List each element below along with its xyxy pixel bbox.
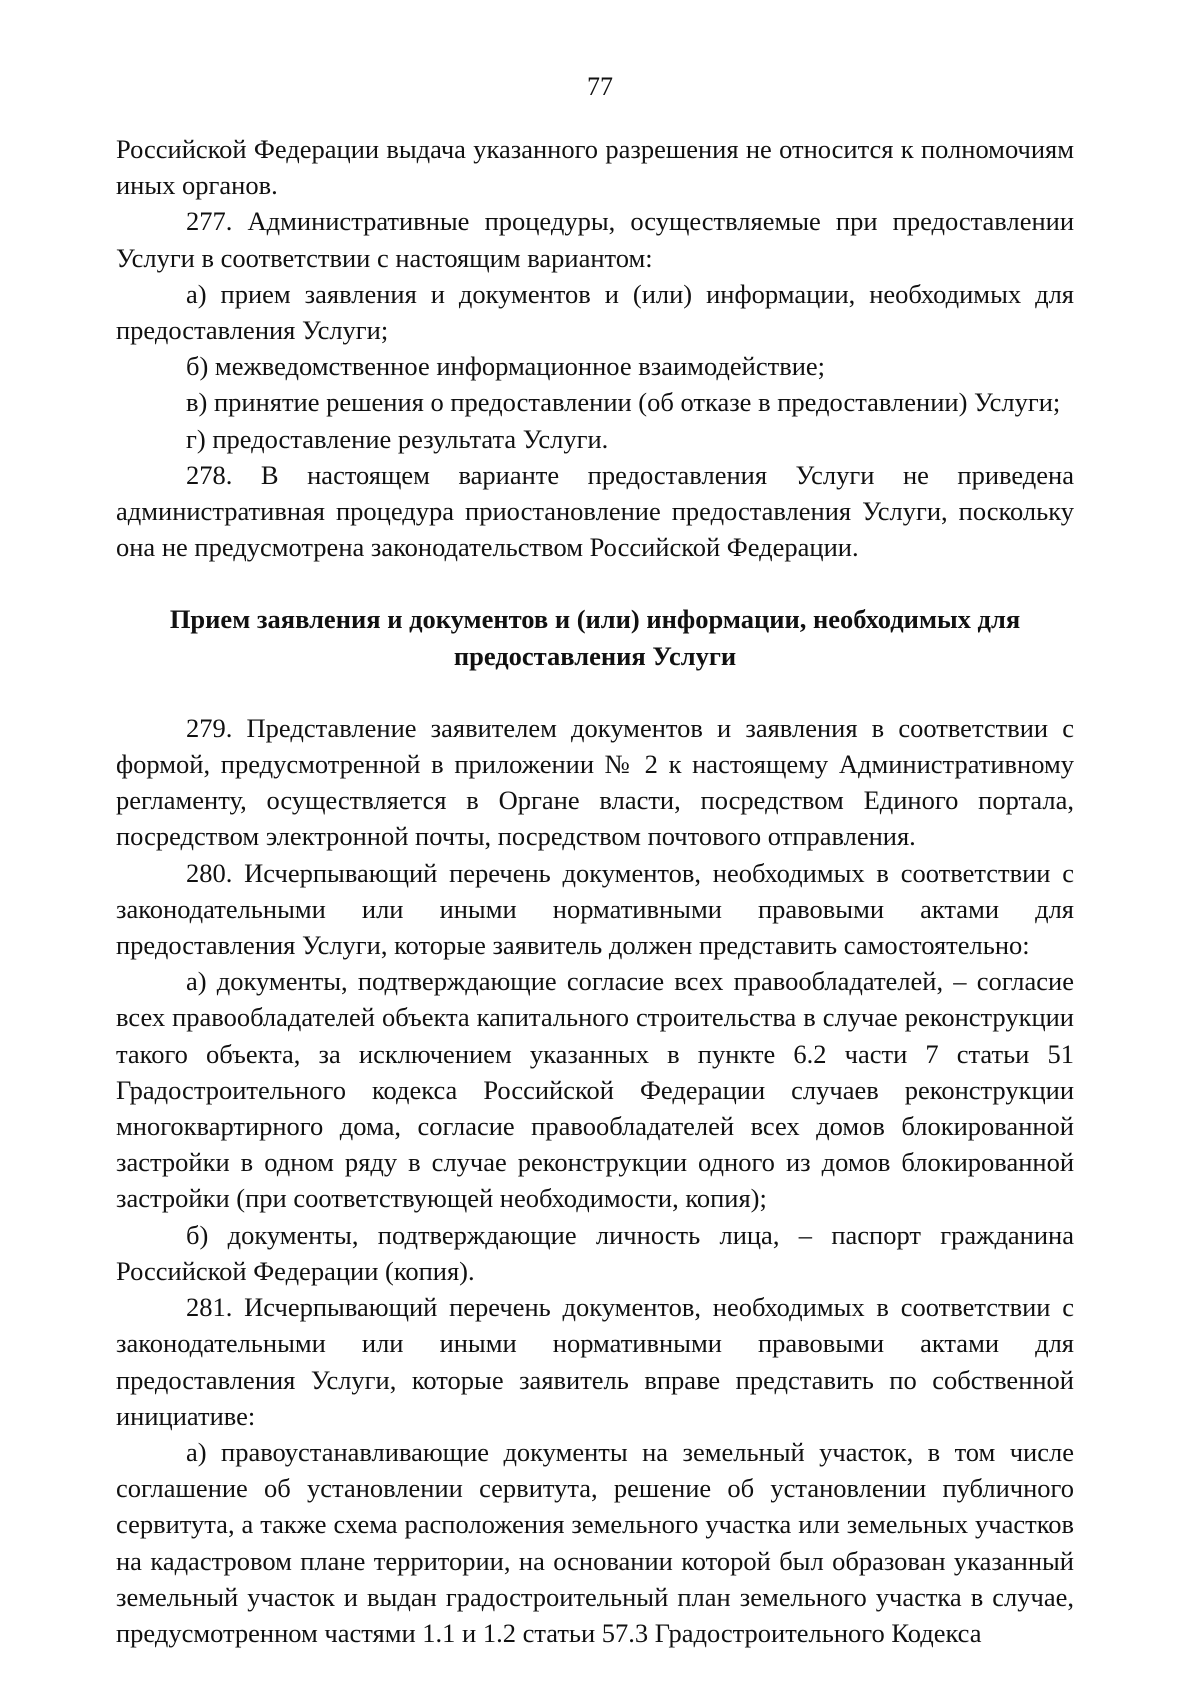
- list-item-280-b: б) документы, подтверждающие личность лица, – паспорт гражданина Российской Федерации (копия).: [116, 1219, 1074, 1286]
- paragraph-278: 278. В настоящем варианте предоставления Услуги не приведена административная процедура приостановление предоставления Услуги, поскольку она не предусмотрена законодательством Российской Федерации.: [116, 459, 1074, 563]
- list-item-277-g: г) предоставление результата Услуги.: [186, 423, 609, 454]
- list-item-281-a: а) правоустанавливающие документы на земельный участок, в том числе соглашение об установлении сервитута, решение об установлении публичного сервитута, а также схема расположения земельного участка или земельных участков на кадастровом плане территории, на основании которой был образован указанный земельный участок и выдан градостроительный план земельного участка в случае, предусмотренном частями 1.1 и 1.2 статьи 57.3 Градостроительного Кодекса: [116, 1436, 1074, 1648]
- list-item-277-a: а) прием заявления и документов и (или) информации, необходимых для предоставления Услуги;: [116, 278, 1074, 346]
- section-heading-line-2: предоставления Услуги: [453, 640, 737, 671]
- list-item-277-b: б) межведомственное информационное взаимодействие;: [186, 351, 826, 382]
- spacer: [116, 565, 1074, 601]
- paragraph-continuation: Российской Федерации выдача указанного разрешения не относится к полномочиям иных органов.: [116, 134, 1074, 201]
- page-number: 77: [587, 72, 613, 101]
- paragraph-281: 281. Исчерпывающий перечень документов, необходимых в соответствии с законодательными или иными нормативными правовыми актами для предоставления Услуги, которые заявитель вправе представить по собственной инициативе:: [116, 1292, 1074, 1431]
- paragraph-279: 279. Представление заявителем документов и заявления в соответствии с формой, предусмотренной в приложении № 2 к настоящему Административному регламенту, осуществляется в Органе власти, посредством Единого портала, посредством электронной почты, посредством почтового отправления.: [116, 712, 1074, 852]
- list-item-277-v: в) принятие решения о предоставлении (об отказе в предоставлении) Услуги;: [186, 387, 1061, 418]
- section-heading-line-1: Прием заявления и документов и (или) информации, необходимых для: [169, 604, 1021, 635]
- list-item-280-a: а) документы, подтверждающие согласие всех правообладателей, – согласие всех правообладателей объекта капитального строительства в случае реконструкции такого объекта, за исключением указанных в пункте 6.2 части 7 статьи 51 Градостроительного кодекса Российской Федерации случаев реконструкции многоквартирного дома, согласие правообладателей всех домов блокированной застройки в одном ряду в случае реконструкции одного из домов блокированной застройки (при соответствующей необходимости, копия);: [116, 966, 1074, 1214]
- document-body: [116, 131, 1074, 1651]
- paragraph-277: 277. Административные процедуры, осуществляемые при предоставлении Услуги в соответствии с настоящим вариантом:: [116, 206, 1074, 273]
- paragraph-280: 280. Исчерпывающий перечень документов, необходимых в соответствии с законодательными или иными нормативными правовыми актами для предоставления Услуги, которые заявитель должен представить самостоятельно:: [116, 857, 1074, 961]
- spacer: [116, 674, 1074, 710]
